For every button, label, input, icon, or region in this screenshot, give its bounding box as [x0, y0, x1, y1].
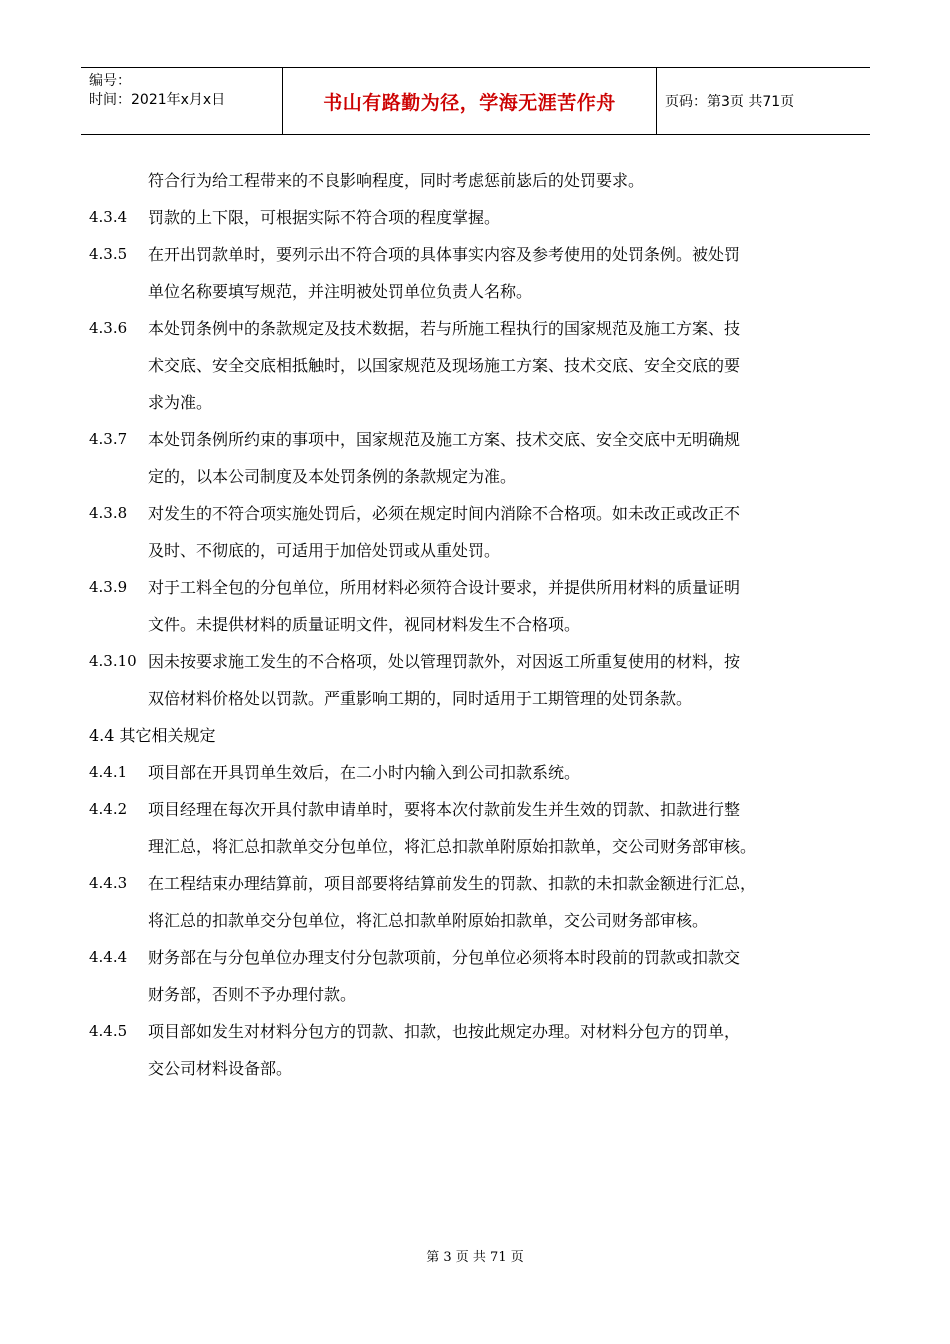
clause-number: 4.4.4 — [89, 948, 128, 966]
clause-4-3-10 — [89, 643, 879, 717]
clause-text — [148, 421, 879, 495]
clause-line: 项目经理在每次开具付款申请单时，要将本次付款前发生并生效的罚款、扣款进行整 — [148, 800, 741, 819]
clause-4-3-7 — [89, 421, 879, 495]
clause-line: 定的，以本公司制度及本处罚条例的条款规定为准。 — [148, 467, 517, 486]
clause-number: 4.4.3 — [89, 874, 128, 892]
clause-line: 财务部在与分包单位办理支付分包款项前，分包单位必须将本时段前的罚款或扣款交 — [148, 948, 741, 967]
header-page-info: 页码：第3页 共71页 — [665, 94, 795, 110]
clause-number: 4.3.5 — [89, 245, 128, 263]
clause-line: 本处罚条例中的条款规定及技术数据，若与所施工程执行的国家规范及施工方案、技 — [148, 319, 741, 338]
document-number-label: 编号： — [89, 73, 131, 89]
clause-line: 在工程结束办理结算前，项目部要将结算前发生的罚款、扣款的未扣款金额进行汇总， — [148, 874, 757, 893]
section-title: 4.4 其它相关规定 — [89, 726, 216, 745]
clause-line: 项目部在开具罚单生效后，在二小时内输入到公司扣款系统。 — [148, 763, 581, 782]
clause-4-3-4 — [89, 199, 879, 236]
clause-line: 单位名称要填写规范，并注明被处罚单位负责人名称。 — [148, 282, 533, 301]
clause-number: 4.3.7 — [89, 430, 128, 448]
clause-line: 对发生的不符合项实施处罚后，必须在规定时间内消除不合格项。如未改正或改正不 — [148, 504, 741, 523]
clause-text — [148, 754, 879, 791]
clause-number: 4.4.1 — [89, 763, 128, 781]
clause-line: 在开出罚款单时，要列示出不符合项的具体事实内容及参考使用的处罚条例。被处罚 — [148, 245, 741, 264]
clause-line: 本处罚条例所约束的事项中，国家规范及施工方案、技术交底、安全交底中无明确规 — [148, 430, 741, 449]
page-footer: 第 3 页 共 71 页 — [426, 1250, 524, 1265]
clause-4-4-4 — [89, 939, 879, 1013]
clause-4-3-6 — [89, 310, 879, 421]
clause-number: 4.3.8 — [89, 504, 128, 522]
clause-4-4-5 — [89, 1013, 879, 1087]
clause-4-4-3 — [89, 865, 879, 939]
clause-line: 求为准。 — [148, 393, 213, 412]
clause-number: 4.3.10 — [89, 652, 137, 670]
header-motto-cell — [282, 68, 657, 134]
clause-number: 4.4.2 — [89, 800, 128, 818]
clause-number: 4.3.6 — [89, 319, 128, 337]
clause-number: 4.3.9 — [89, 578, 128, 596]
clause-line: 罚款的上下限，可根据实际不符合项的程度掌握。 — [148, 208, 501, 227]
header-page-info-cell — [657, 68, 870, 134]
clause-text — [148, 310, 879, 421]
clause-text — [148, 791, 879, 865]
clause-line: 项目部如发生对材料分包方的罚款、扣款，也按此规定办理。对材料分包方的罚单， — [148, 1022, 741, 1041]
clause-4-4-1 — [89, 754, 879, 791]
clause-text — [148, 1013, 879, 1087]
clause-4-3-5 — [89, 236, 879, 310]
clause-number: 4.4.5 — [89, 1022, 128, 1040]
paragraph-continuation: 符合行为给工程带来的不良影响程度，同时考虑惩前毖后的处罚要求。 — [148, 171, 645, 190]
clause-line: 将汇总的扣款单交分包单位，将汇总扣款单附原始扣款单，交公司财务部审核。 — [148, 911, 709, 930]
clause-text — [148, 643, 879, 717]
clause-4-3-9 — [89, 569, 879, 643]
clause-text — [148, 865, 879, 939]
clause-line: 术交底、安全交底相抵触时，以国家规范及现场施工方案、技术交底、安全交底的要 — [148, 356, 741, 375]
clause-text — [148, 495, 879, 569]
clause-number: 4.3.4 — [89, 208, 128, 226]
clause-line: 双倍材料价格处以罚款。严重影响工期的，同时适用于工期管理的处罚条款。 — [148, 689, 693, 708]
document-time-label: 时间：2021年x月x日 — [89, 92, 226, 108]
clause-line: 财务部，否则不予办理付款。 — [148, 985, 357, 1004]
clause-text — [148, 939, 879, 1013]
page-header — [81, 67, 870, 135]
document-body — [89, 162, 879, 1087]
clause-line: 交公司材料设备部。 — [148, 1059, 293, 1078]
clause-text — [148, 236, 879, 310]
clause-4-4-2 — [89, 791, 879, 865]
clause-line: 对于工料全包的分包单位，所用材料必须符合设计要求，并提供所用材料的质量证明 — [148, 578, 741, 597]
clause-text — [148, 569, 879, 643]
clause-4-3-8 — [89, 495, 879, 569]
clause-line: 文件。未提供材料的质量证明文件，视同材料发生不合格项。 — [148, 615, 581, 634]
header-meta — [81, 68, 282, 134]
clause-text — [148, 199, 879, 236]
clause-line: 理汇总，将汇总扣款单交分包单位，将汇总扣款单附原始扣款单，交公司财务部审核。 — [148, 837, 757, 856]
clause-line: 因未按要求施工发生的不合格项，处以管理罚款外，对因返工所重复使用的材料，按 — [148, 652, 741, 671]
header-motto: 书山有路勤为径，学海无涯苦作舟 — [323, 91, 616, 114]
clause-line: 及时、不彻底的，可适用于加倍处罚或从重处罚。 — [148, 541, 501, 560]
